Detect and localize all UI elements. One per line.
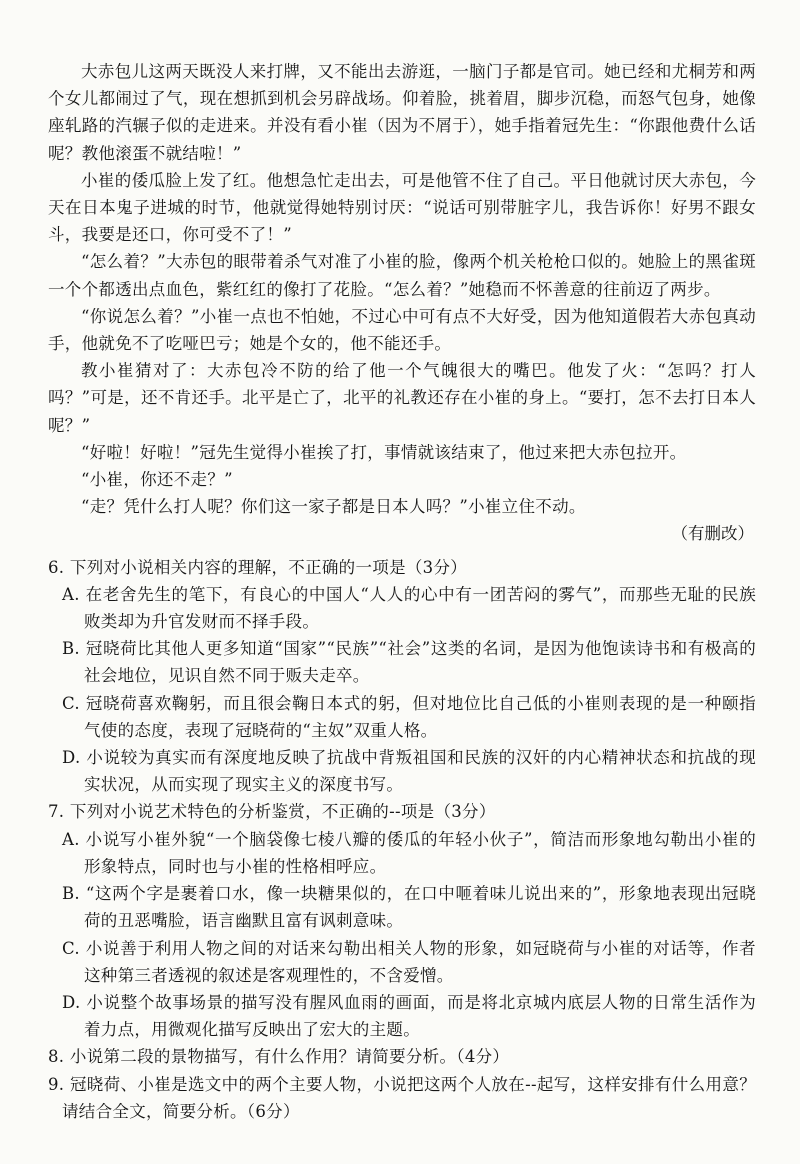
question-9 — [48, 1071, 756, 1125]
passage-paragraph-8: “走？凭什么打人呢？你们这一家子都是日本人吗？”小崔立住不动。 — [81, 497, 586, 517]
question-7-option-d: D. 小说整个故事场景的描写没有腥风血雨的画面，而是将北京城内底层人物的日常生活作为着力点，用微观化描写反映出了宏大的主题。 — [62, 992, 756, 1040]
question-6-option-c: C. 冠晓荷喜欢鞠躬，而且很会鞠日本式的躬，但对地位比自己低的小崔则表现的是一种颐指气使的态度，表现了冠晓荷的“主奴”双重人格。 — [62, 693, 756, 740]
question-6-option-b: B. 冠晓荷比其他人更多知道“国家”“民族”“社会”这类的名词，是因为他饱读诗书和有极高的社会地位，见识自然不同于贩夫走卒。 — [62, 639, 756, 686]
question-9-stem: 9. 冠晓荷、小崔是选文中的两个主要人物，小说把这两个人放在--起写，这样安排有什么用意？请结合全文，简要分析。（6分） — [48, 1074, 756, 1121]
question-7-option-c: C. 小说善于利用人物之间的对话来勾勒出相关人物的形象，如冠晓荷与小崔的对话等，作者这种第三者透视的叙述是客观理性的，不含爱憎。 — [62, 938, 756, 985]
reading-passage — [48, 58, 756, 548]
passage-paragraph-5: 教小崔猜对了：大赤包冷不防的给了他一个气魄很大的嘴巴。他发了火：“怎吗？打人吗？”可是，还不肯还手。北平是亡了，北平的礼教还存在小崔的身上。“要打，怎不去打日本人呢？” — [48, 361, 756, 435]
passage-paragraph-4: “你说怎么着？”小崔一点也不怕她，不过心中可有点不大好受，因为他知道假若大赤包真动手，他就免不了吃哑巴亏；她是个女的，他不能还手。 — [48, 306, 756, 354]
passage-paragraph-3: “怎么着？”大赤包的眼带着杀气对准了小崔的脸，像两个机关枪枪口似的。她脸上的黑雀斑一个个都透出点血色，紫红红的像打了花脸。“怎么着？”她稳而不怀善意的往前迈了两步。 — [48, 252, 756, 299]
question-7-option-a: A. 小说写小崔外貌“一个脑袋像七棱八瓣的倭瓜的年轻小伙子”，简洁而形象地勾勒出小崔的形象特点，同时也与小崔的性格相呼应。 — [62, 829, 756, 876]
question-6-option-a: A. 在老舍先生的笔下，有良心的中国人“人人的心中有一团苦闷的雾气”，而那些无耻的民族败类却为升官发财而不择手段。 — [62, 584, 756, 632]
question-6-option-d: D. 小说较为真实而有深度地反映了抗战中背叛祖国和民族的汉奸的内心精神状态和抗战的现实状况，从而实现了现实主义的深度书写。 — [62, 748, 756, 795]
passage-paragraph-6: “好啦！好啦！”冠先生觉得小崔挨了打，事情就该结束了，他过来把大赤包拉开。 — [81, 442, 687, 462]
passage-paragraph-7: “小崔，你还不走？” — [81, 470, 233, 490]
revision-note: （有删改） — [671, 524, 754, 544]
passage-paragraph-2: 小崔的倭瓜脸上发了红。他想急忙走出去，可是他管不住了自己。平日他就讨厌大赤包，今天在日本鬼子进城的时节，他就觉得她特别讨厌：“说话可别带脏字儿，我告诉你！好男不跟女斗，我要是还口，你可受不了！” — [48, 170, 756, 245]
question-7-option-b: B. “这两个字是裹着口水，像一块糖果似的，在口中咂着味儿说出来的”，形象地表现出冠晓荷的丑恶嘴脸，语言幽默且富有讽刺意味。 — [62, 884, 756, 931]
question-6-stem: 6. 下列对小说相关内容的理解，不正确的一项是（3分） — [48, 557, 468, 577]
passage-paragraph-1: 大赤包儿这两天既没人来打牌，又不能出去游逛，一脑门子都是官司。她已经和尤桐芳和两个女儿都闹过了气，现在想抓到机会另辟战场。仰着脸，挑着眉，脚步沉稳，而怒气包身，她像座轧路的汽辗子似的走进来。并没有看小崔（因为不屑于），她手指着冠先生：“你跟他费什么话呢？教他滚蛋不就结啦！” — [48, 62, 756, 163]
question-7 — [48, 798, 756, 1043]
question-8 — [48, 1043, 756, 1070]
question-6 — [48, 554, 756, 799]
question-7-stem: 7. 下列对小说艺术特色的分析鉴赏，不正确的--项是（3分） — [48, 802, 496, 822]
question-8-stem: 8. 小说第二段的景物描写，有什么作用？请简要分析。（4分） — [48, 1047, 510, 1067]
